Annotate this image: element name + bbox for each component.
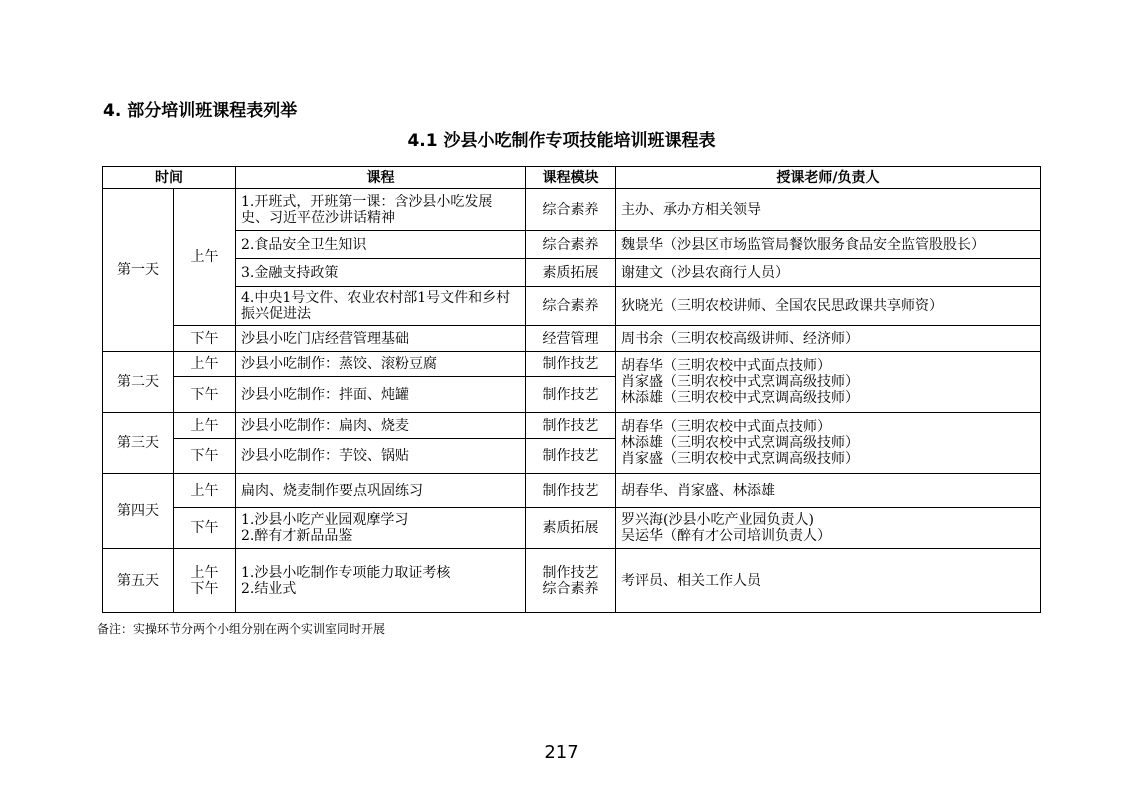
day-label: 第一天 xyxy=(103,189,174,352)
module-cell: 制作技艺 综合素养 xyxy=(526,549,616,613)
course-cell: 1.沙县小吃产业园观摩学习 2.醉有才新品品鉴 xyxy=(236,508,526,549)
period-label: 下午 xyxy=(174,377,236,413)
teacher-cell: 狄晓光（三明农校讲师、全国农民思政课共享师资） xyxy=(616,287,1041,326)
course-cell: 4.中央1号文件、农业农村部1号文件和乡村振兴促进法 xyxy=(236,287,526,326)
period-label: 上午 xyxy=(174,189,236,326)
page-number: 217 xyxy=(544,742,579,763)
table-row xyxy=(103,474,1041,508)
teacher-cell: 胡春华（三明农校中式面点技师） 林添雄（三明农校中式烹调高级技师） 肖家盛（三明农校中式烹调高级技师） xyxy=(616,413,1041,474)
period-label: 上午 xyxy=(174,474,236,508)
table-row xyxy=(103,231,1041,259)
header-course: 课程 xyxy=(236,167,526,189)
course-cell: 沙县小吃制作：芋饺、锅贴 xyxy=(236,439,526,474)
table-row xyxy=(103,189,1041,231)
period-label: 上午 下午 xyxy=(174,549,236,613)
table-row xyxy=(103,326,1041,352)
module-cell: 素质拓展 xyxy=(526,508,616,549)
teacher-cell: 考评员、相关工作人员 xyxy=(616,549,1041,613)
course-cell: 3.金融支持政策 xyxy=(236,259,526,287)
course-cell: 2.食品安全卫生知识 xyxy=(236,231,526,259)
module-cell: 制作技艺 xyxy=(526,377,616,413)
course-cell: 沙县小吃制作：蒸饺、滚粉豆腐 xyxy=(236,352,526,377)
teacher-cell: 谢建文（沙县农商行人员） xyxy=(616,259,1041,287)
header-teacher: 授课老师/负责人 xyxy=(616,167,1041,189)
module-cell: 综合素养 xyxy=(526,287,616,326)
table-row xyxy=(103,508,1041,549)
module-cell: 制作技艺 xyxy=(526,413,616,439)
module-cell: 制作技艺 xyxy=(526,474,616,508)
table-row xyxy=(103,352,1041,377)
module-cell: 素质拓展 xyxy=(526,259,616,287)
course-cell: 沙县小吃门店经营管理基础 xyxy=(236,326,526,352)
module-cell: 综合素养 xyxy=(526,231,616,259)
day-label: 第三天 xyxy=(103,413,174,474)
teacher-cell: 罗兴海(沙县小吃产业园负责人) 吴运华（醉有才公司培训负责人） xyxy=(616,508,1041,549)
module-cell: 综合素养 xyxy=(526,189,616,231)
day-label: 第五天 xyxy=(103,549,174,613)
course-schedule-table xyxy=(102,166,1041,613)
period-label: 下午 xyxy=(174,508,236,549)
day-label: 第四天 xyxy=(103,474,174,549)
period-label: 下午 xyxy=(174,326,236,352)
teacher-cell: 胡春华（三明农校中式面点技师） 肖家盛（三明农校中式烹调高级技师） 林添雄（三明农校中式烹调高级技师） xyxy=(616,352,1041,413)
section-title: 4. 部分培训班课程表列举 xyxy=(103,101,298,121)
teacher-cell: 周书余（三明农校高级讲师、经济师） xyxy=(616,326,1041,352)
header-module: 课程模块 xyxy=(526,167,616,189)
teacher-cell: 魏景华（沙县区市场监管局餐饮服务食品安全监管股股长） xyxy=(616,231,1041,259)
course-cell: 1.沙县小吃制作专项能力取证考核 2.结业式 xyxy=(236,549,526,613)
module-cell: 制作技艺 xyxy=(526,352,616,377)
day-label: 第二天 xyxy=(103,352,174,413)
header-time: 时间 xyxy=(103,167,236,189)
teacher-cell: 主办、承办方相关领导 xyxy=(616,189,1041,231)
table-row xyxy=(103,259,1041,287)
table-row xyxy=(103,413,1041,439)
period-label: 上午 xyxy=(174,352,236,377)
table-note: 备注：实操环节分两个小组分别在两个实训室同时开展 xyxy=(97,622,386,636)
module-cell: 制作技艺 xyxy=(526,439,616,474)
period-label: 下午 xyxy=(174,439,236,474)
table-row xyxy=(103,549,1041,613)
course-cell: 沙县小吃制作：扁肉、烧麦 xyxy=(236,413,526,439)
table-row xyxy=(103,287,1041,326)
period-label: 上午 xyxy=(174,413,236,439)
teacher-cell: 胡春华、肖家盛、林添雄 xyxy=(616,474,1041,508)
table-title: 4.1 沙县小吃制作专项技能培训班课程表 xyxy=(407,131,716,151)
course-cell: 1.开班式，开班第一课：含沙县小吃发展史、习近平莅沙讲话精神 xyxy=(236,189,526,231)
table-header-row xyxy=(103,167,1041,189)
module-cell: 经营管理 xyxy=(526,326,616,352)
course-cell: 沙县小吃制作：拌面、炖罐 xyxy=(236,377,526,413)
course-cell: 扁肉、烧麦制作要点巩固练习 xyxy=(236,474,526,508)
